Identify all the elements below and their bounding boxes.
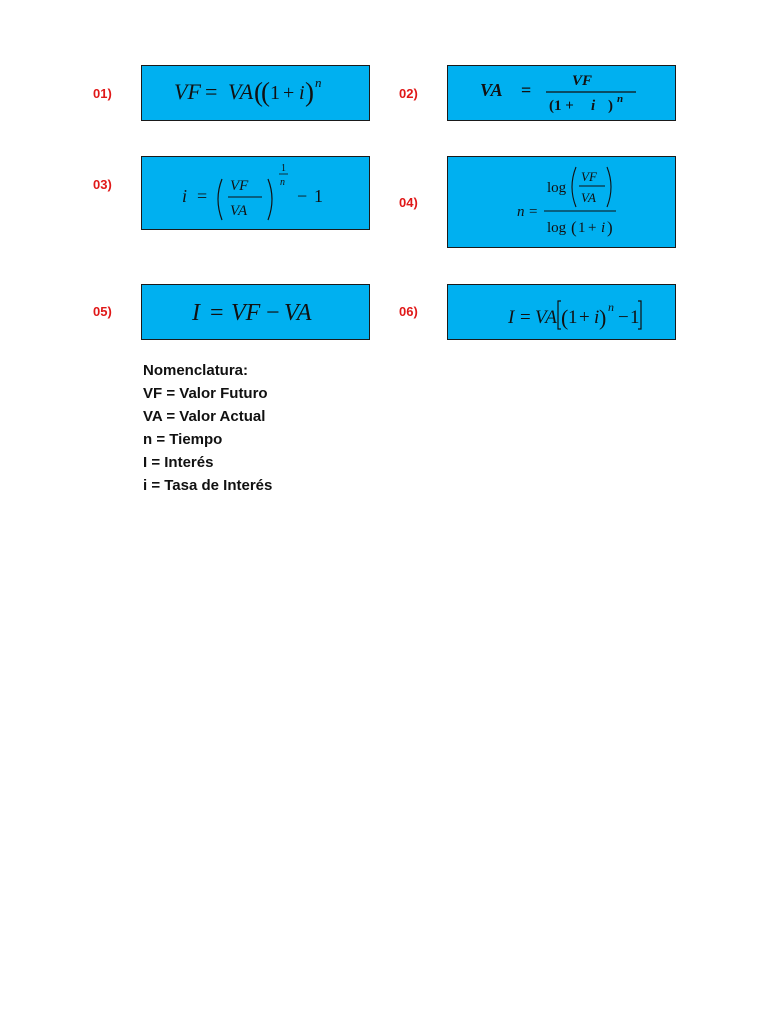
svg-text:(: ( [571, 218, 577, 237]
nomenclature-item-vf: VF = Valor Futuro [143, 385, 268, 402]
svg-text:=: = [197, 186, 208, 206]
svg-text:+: + [283, 82, 295, 104]
formula-05-math [142, 285, 371, 341]
svg-text:log: log [547, 180, 567, 196]
svg-text:−: − [266, 300, 280, 326]
svg-text:(: ( [561, 305, 569, 330]
formula-number-01: 01) [93, 86, 112, 101]
svg-text:+: + [579, 307, 590, 328]
formula-box-06 [447, 284, 676, 340]
nomenclature-item-rate: i = Tasa de Interés [143, 477, 273, 494]
svg-text:I: I [192, 300, 200, 326]
svg-text:1: 1 [630, 307, 640, 328]
nomenclature-title: Nomenclatura: [143, 362, 249, 379]
svg-text:): ) [599, 305, 607, 330]
svg-text:1: 1 [314, 186, 323, 206]
formula-number-06: 06) [399, 304, 418, 319]
formula-box-05 [141, 284, 370, 340]
svg-text:n: n [517, 204, 525, 220]
formula-number-04: 04) [399, 195, 418, 210]
svg-text:I: I [508, 307, 515, 328]
svg-text:=: = [520, 307, 531, 328]
svg-text:VF: VF [581, 169, 597, 184]
formula-02-math [448, 66, 677, 122]
svg-text:=: = [529, 204, 538, 220]
svg-text:VA: VA [230, 203, 248, 219]
formula-number-02: 02) [399, 86, 418, 101]
svg-text:+: + [588, 220, 597, 236]
svg-text:1: 1 [270, 82, 280, 104]
svg-text:): ) [607, 218, 613, 237]
svg-text:i: i [182, 186, 188, 206]
svg-text:n: n [315, 75, 322, 90]
svg-text:VF: VF [230, 178, 249, 194]
svg-text:VA: VA [581, 190, 596, 205]
formula-box-03 [141, 156, 370, 230]
svg-text:−: − [618, 307, 629, 328]
svg-text:VF: VF [572, 73, 593, 89]
svg-text:1: 1 [578, 220, 586, 236]
nomenclature-item-interest: I = Interés [143, 454, 214, 471]
svg-text:(1 +: (1 + [549, 98, 574, 114]
svg-text:=: = [521, 80, 532, 100]
svg-text:VA: VA [284, 300, 312, 326]
svg-text:n: n [617, 93, 624, 105]
svg-text:log: log [547, 220, 567, 236]
svg-text:VA: VA [480, 80, 503, 100]
formula-03-math [142, 157, 371, 231]
svg-text:): ) [608, 98, 613, 114]
formula-box-02 [447, 65, 676, 121]
formula-number-03: 03) [93, 177, 112, 192]
svg-text:=: = [210, 300, 224, 326]
svg-text:i: i [299, 82, 305, 104]
formula-06-math [448, 285, 677, 341]
svg-text:=: = [205, 79, 218, 104]
svg-text:VF: VF [231, 300, 261, 326]
nomenclature-item-va: VA = Valor Actual [143, 408, 266, 425]
svg-text:n: n [280, 177, 285, 188]
formula-box-04 [447, 156, 676, 248]
svg-text:VA: VA [535, 307, 557, 328]
svg-text:i: i [591, 98, 596, 114]
formula-04-math [448, 157, 677, 249]
svg-text:n: n [608, 300, 614, 314]
nomenclature-item-n: n = Tiempo [143, 431, 223, 448]
formula-number-05: 05) [93, 304, 112, 319]
svg-text:1: 1 [281, 163, 286, 174]
nomenclature-block [143, 359, 272, 497]
svg-text:1: 1 [568, 307, 578, 328]
formula-01-math [142, 66, 371, 122]
svg-text:−: − [297, 186, 308, 206]
svg-text:i: i [594, 307, 600, 328]
formula-box-01 [141, 65, 370, 121]
svg-text:): ) [305, 77, 314, 107]
svg-text:VF: VF [174, 79, 201, 104]
svg-text:VA: VA [228, 79, 254, 104]
svg-text:(: ( [254, 77, 263, 107]
svg-text:i: i [601, 220, 606, 236]
svg-text:(: ( [261, 77, 270, 107]
